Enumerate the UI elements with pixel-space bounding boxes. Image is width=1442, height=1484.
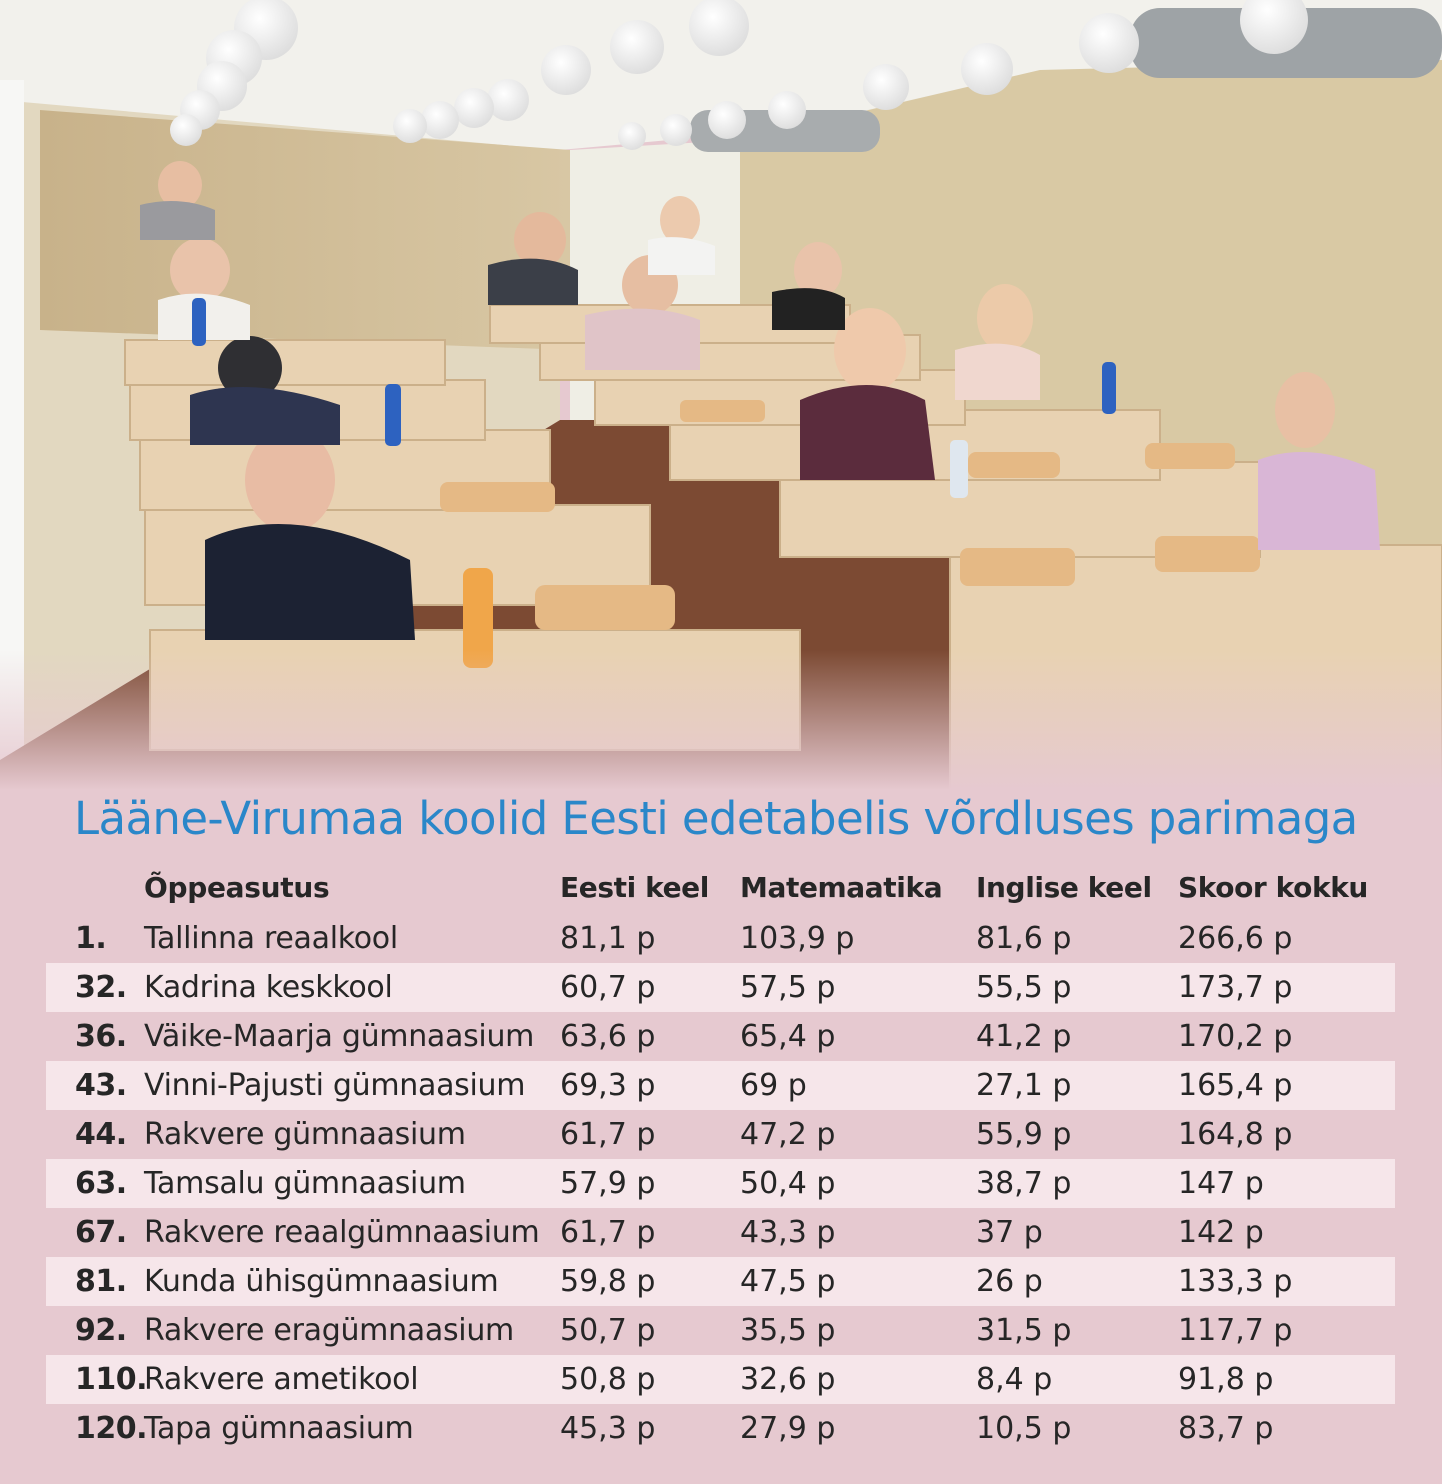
row-english: 41,2 p (976, 1019, 1072, 1054)
row-total: 165,4 p (1178, 1068, 1293, 1103)
table-row (46, 963, 1395, 1012)
row-school: Rakvere gümnaasium (144, 1117, 466, 1152)
row-total: 170,2 p (1178, 1019, 1293, 1054)
row-math: 47,2 p (740, 1117, 836, 1152)
row-estonian: 60,7 p (560, 970, 656, 1005)
row-rank: 36. (75, 1019, 127, 1054)
row-school: Kadrina keskkool (144, 970, 393, 1005)
row-math: 65,4 p (740, 1019, 836, 1054)
table-row (46, 1208, 1395, 1257)
table-row (46, 1061, 1395, 1110)
row-rank: 67. (75, 1215, 127, 1250)
table-header-row (46, 862, 1395, 914)
table-row (46, 1012, 1395, 1061)
row-english: 55,9 p (976, 1117, 1072, 1152)
row-estonian: 59,8 p (560, 1264, 656, 1299)
header-school: Õppeasutus (144, 871, 330, 904)
row-english: 8,4 p (976, 1362, 1053, 1397)
school-ranking-table (46, 862, 1395, 1453)
row-school: Kunda ühisgümnaasium (144, 1264, 499, 1299)
row-school: Rakvere ametikool (144, 1362, 419, 1397)
row-total: 147 p (1178, 1166, 1264, 1201)
row-estonian: 61,7 p (560, 1117, 656, 1152)
infographic-title: Lääne-Virumaa koolid Eesti edetabelis võrdluses parimaga (74, 792, 1358, 845)
row-total: 117,7 p (1178, 1313, 1293, 1348)
row-rank: 1. (75, 921, 107, 956)
row-english: 27,1 p (976, 1068, 1072, 1103)
row-total: 91,8 p (1178, 1362, 1274, 1397)
row-english: 37 p (976, 1215, 1043, 1250)
row-math: 32,6 p (740, 1362, 836, 1397)
row-math: 103,9 p (740, 921, 855, 956)
row-estonian: 63,6 p (560, 1019, 656, 1054)
row-school: Rakvere eragümnaasium (144, 1313, 514, 1348)
table-row (46, 1257, 1395, 1306)
row-rank: 120. (75, 1411, 148, 1446)
table-row (46, 1306, 1395, 1355)
header-total: Skoor kokku (1178, 871, 1368, 904)
row-estonian: 69,3 p (560, 1068, 656, 1103)
row-estonian: 50,7 p (560, 1313, 656, 1348)
row-total: 266,6 p (1178, 921, 1293, 956)
row-school: Tallinna reaalkool (144, 921, 398, 956)
header-english: Inglise keel (976, 871, 1152, 904)
row-estonian: 57,9 p (560, 1166, 656, 1201)
row-estonian: 50,8 p (560, 1362, 656, 1397)
row-rank: 81. (75, 1264, 127, 1299)
row-school: Tapa gümnaasium (144, 1411, 414, 1446)
row-rank: 92. (75, 1313, 127, 1348)
row-estonian: 81,1 p (560, 921, 656, 956)
row-math: 50,4 p (740, 1166, 836, 1201)
table-row (46, 1404, 1395, 1453)
row-math: 27,9 p (740, 1411, 836, 1446)
row-school: Tamsalu gümnaasium (144, 1166, 466, 1201)
row-school: Vinni-Pajusti gümnaasium (144, 1068, 526, 1103)
table-row (46, 1355, 1395, 1404)
row-math: 43,3 p (740, 1215, 836, 1250)
row-english: 55,5 p (976, 970, 1072, 1005)
row-math: 47,5 p (740, 1264, 836, 1299)
row-total: 142 p (1178, 1215, 1264, 1250)
row-estonian: 61,7 p (560, 1215, 656, 1250)
row-total: 83,7 p (1178, 1411, 1274, 1446)
row-total: 164,8 p (1178, 1117, 1293, 1152)
header-math: Matemaatika (740, 871, 943, 904)
row-english: 26 p (976, 1264, 1043, 1299)
row-rank: 63. (75, 1166, 127, 1201)
row-estonian: 45,3 p (560, 1411, 656, 1446)
row-total: 173,7 p (1178, 970, 1293, 1005)
row-school: Väike-Maarja gümnaasium (144, 1019, 535, 1054)
row-rank: 43. (75, 1068, 127, 1103)
row-math: 35,5 p (740, 1313, 836, 1348)
row-math: 69 p (740, 1068, 807, 1103)
row-school: Rakvere reaalgümnaasium (144, 1215, 540, 1250)
row-english: 81,6 p (976, 921, 1072, 956)
row-english: 38,7 p (976, 1166, 1072, 1201)
table-row (46, 914, 1395, 963)
table-row (46, 1110, 1395, 1159)
row-rank: 110. (75, 1362, 148, 1397)
row-rank: 44. (75, 1117, 127, 1152)
row-total: 133,3 p (1178, 1264, 1293, 1299)
row-math: 57,5 p (740, 970, 836, 1005)
row-rank: 32. (75, 970, 127, 1005)
row-english: 10,5 p (976, 1411, 1072, 1446)
row-english: 31,5 p (976, 1313, 1072, 1348)
header-estonian: Eesti keel (560, 871, 709, 904)
table-row (46, 1159, 1395, 1208)
